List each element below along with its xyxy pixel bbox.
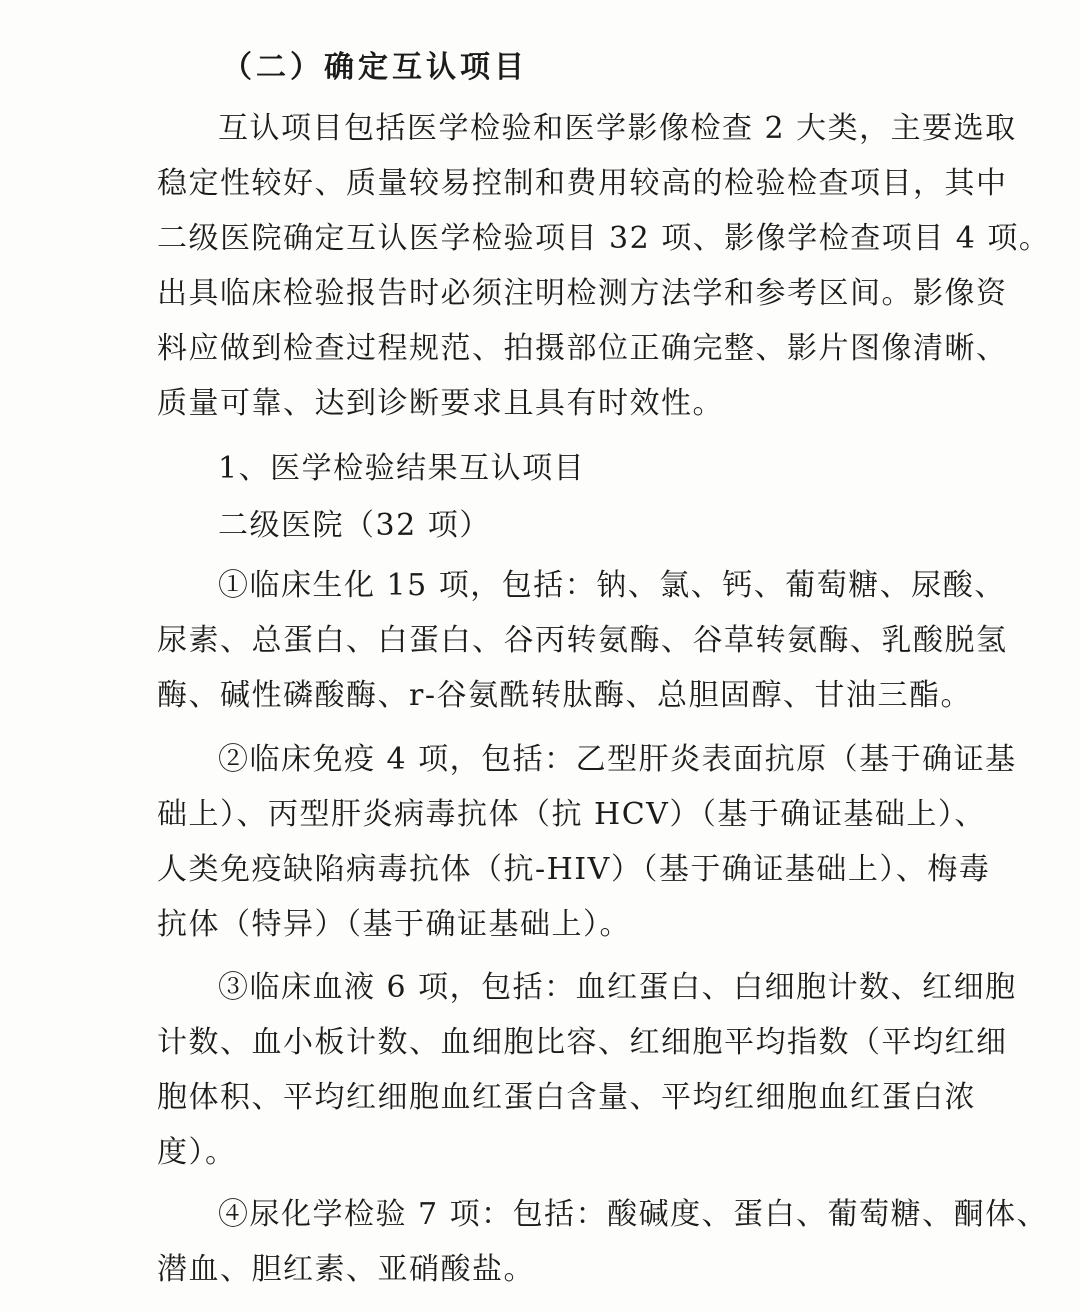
list-item-line: 抗体（特异）（基于确证基础上）。 [157,907,631,942]
paragraph-line: 料应做到检查过程规范、拍摄部位正确完整、影片图像清晰、 [157,331,1008,366]
list-item-line: 础上）、丙型肝炎病毒抗体（抗 HCV）（基于确证基础上）、 [157,797,986,832]
list-item-line: 人类免疫缺陷病毒抗体（抗-HIV）（基于确证基础上）、梅毒 [157,852,991,887]
paragraph-line: 质量可靠、达到诊断要求且具有时效性。 [157,386,724,421]
list-item-line: ③临床血液 6 项，包括：血红蛋白、白细胞计数、红细胞 [218,970,1017,1005]
subsection-heading: 1、医学检验结果互认项目 [218,451,586,486]
list-item-line: 酶、碱性磷酸酶、r-谷氨酰转肽酶、总胆固醇、甘油三酯。 [157,678,972,713]
list-item-line: 潜血、胆红素、亚硝酸盐。 [157,1252,535,1287]
paragraph-line: 互认项目包括医学检验和医学影像检查 2 大类，主要选取 [218,111,1017,146]
section-heading: （二）确定互认项目 [222,50,528,85]
paragraph-line: 稳定性较好、质量较易控制和费用较高的检验检查项目，其中 [157,166,1008,201]
paragraph-line: 出具临床检验报告时必须注明检测方法学和参考区间。影像资 [157,276,1008,311]
list-item-line: 胞体积、平均红细胞血红蛋白含量、平均红细胞血红蛋白浓 [157,1080,976,1115]
subsection-subheading: 二级医院（32 项） [218,508,491,543]
list-item-line: ②临床免疫 4 项，包括：乙型肝炎表面抗原（基于确证基 [218,742,1017,777]
list-item-line: 度）。 [157,1135,237,1170]
list-item-line: ①临床生化 15 项，包括：钠、氯、钙、葡萄糖、尿酸、 [218,568,1006,603]
paragraph-line: 二级医院确定互认医学检验项目 32 项、影像学检查项目 4 项。 [157,221,1051,256]
list-item-line: 计数、血小板计数、血细胞比容、红细胞平均指数（平均红细 [157,1025,1008,1060]
list-item-line: 尿素、总蛋白、白蛋白、谷丙转氨酶、谷草转氨酶、乳酸脱氢 [157,623,1008,658]
list-item-line: ④尿化学检验 7 项：包括：酸碱度、蛋白、葡萄糖、酮体、 [218,1197,1049,1232]
